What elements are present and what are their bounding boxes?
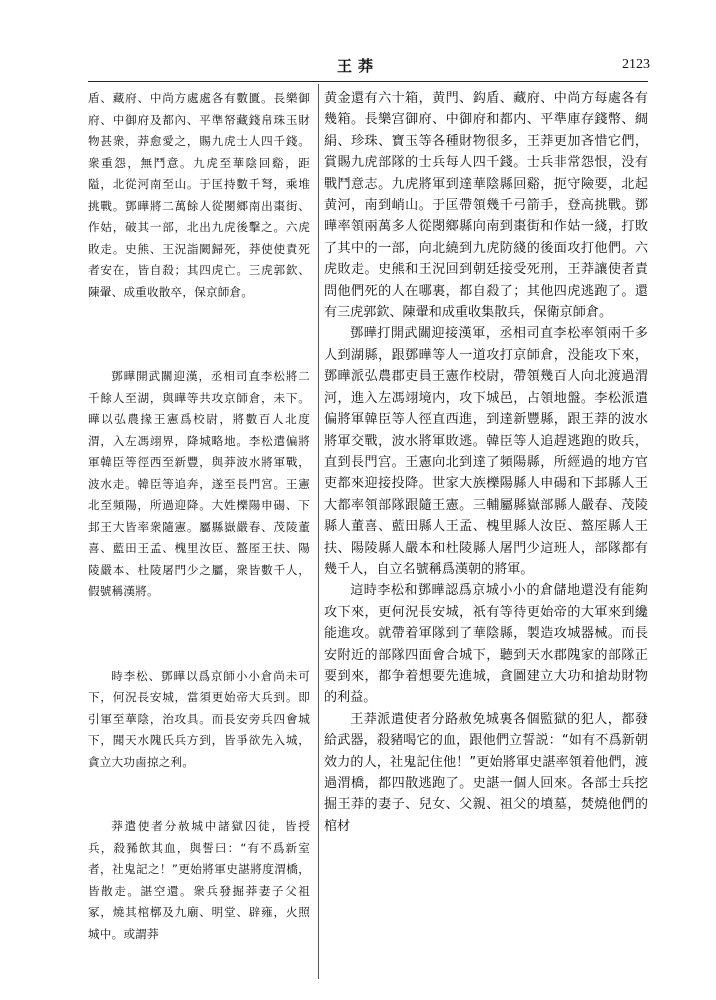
classical-paragraph: 鄧曄開武關迎漢，丞相司直李松將二千餘人至湖，與曄等共攻京師倉，未下。曄以弘農掾王憲爲校尉，將數百人北度渭，入左馮翊界，降城略地。李松遣偏將軍韓臣等徑西至新豐，與莽波水將軍戰，波水走。韓臣等追奔，遂至長門宮。王憲北至頻陽，所過迎降。大姓櫟陽申碭、下邽王大皆率衆隨憲。屬縣嶽嚴春、茂陵董喜、藍田王孟、槐里汝臣、盩厔王扶、陽陵嚴本、杜陵屠門少之屬，衆皆數千人，假號稱漢將。 (88, 369, 310, 598)
classical-paragraph: 莽遣使者分赦城中諸獄囚徒，皆授兵，殺豨飲其血，與誓曰：“有不爲新室者，社鬼記之！”更始將軍史諶將度渭橋，皆散走。諶空還。衆兵發掘莽妻子父祖冢，燒其棺槨及九廟、明堂、辟雍，火照城中。或謂莽 (88, 819, 310, 941)
paragraph-gap (88, 773, 310, 816)
header-rule (88, 81, 648, 82)
column-divider (318, 84, 319, 979)
modern-translation-column (324, 88, 648, 837)
classical-paragraph: 時李松、鄧曄以爲京師小小倉尚未可下，何況長安城，當須更始帝大兵到。即引軍至華陰，治攻具。而長安旁兵四會城下，聞天水隗氏兵方到，皆爭欲先入城，貪立大功鹵掠之利。 (88, 668, 310, 769)
page-number: 2123 (622, 57, 650, 72)
classical-paragraph: 盾、藏府、中尚方處處各有數匱。長樂御府、中御府及都內、平準帑藏錢帛珠玉財物甚衆，莽愈愛之，賜九虎士人四千錢。衆重怨，無鬥意。九虎至華陰回谿，距隘，北從河南至山。于匡持數千弩，乘堆挑戰。鄧曄將二萬餘人從閿鄉南出棗街、作姑，破其一部，北出九虎後擊之。六虎敗走。史熊、王況詣闕歸死，莽使使責死者安在，皆自殺；其四虎亡。三虎郭欽、陳翬、成重收散卒，保京師倉。 (88, 91, 310, 299)
translation-paragraph: 王莽派遣使者分路赦免城裏各個監獄的犯人，都發給武器，殺豬喝它的血，跟他們立誓説：“如有不爲新朝效力的人，社鬼記住他！”更始將軍史諶率領着他們，渡過渭橋，都四散逃跑了。史諶一個人回來。各部士兵挖掘王莽的妻子、兒女、父親、祖父的墳墓，焚燒他們的棺材 (324, 711, 648, 834)
paragraph-gap (88, 303, 310, 366)
paragraph-gap (88, 603, 310, 666)
classical-text-column (88, 88, 310, 945)
translation-paragraph: 鄧曄打開武關迎接漢軍，丞相司直李松率領兩千多人到湖縣，跟鄧曄等人一道攻打京師倉，没能攻下來，鄧曄派弘農郡吏員王憲作校尉，帶領幾百人向北渡過渭河，進入左馮翊境内，攻下城邑，占領地盤。李松派遣偏將軍韓臣等人徑直西進，到達新豐縣，跟王莽的波水將軍交戰，波水將軍敗逃。韓臣等人追趕逃跑的敗兵，直到長門宫。王憲向北到達了頻陽縣，所經過的地方官吏都來迎接投降。世家大族櫟陽縣人申碭和下邽縣人王大都率領部隊跟隨王憲。三輔屬縣嶽部縣人嚴春、茂陵縣人董喜、藍田縣人王孟、槐里縣人汝臣、盩厔縣人王扶、陽陵縣人嚴本和杜陵縣人屠門少這班人，部隊都有幾千人，自立名號稱爲漢朝的將軍。 (324, 326, 648, 577)
translation-paragraph: 黄金還有六十箱，黄門、鈎盾、藏府、中尚方每處各有幾箱。長樂宫御府、中御府和都内、平準庫存錢幣、綢絹、珍珠、寶玉等各種財物很多，王莽更加吝惜它們，賞賜九虎部隊的士兵每人四千錢。士兵非常怨恨，没有戰鬥意志。九虎將軍到達華陰縣回谿，扼守險要，北起黄河，南到峭山。于匡帶領幾千弓箭手，登高挑戰。鄧曄率領兩萬多人從閿鄉縣向南到棗街和作姑一綫，打敗了其中的一部，向北繞到九虎防綫的後面攻打他們。六虎敗走。史熊和王況回到朝廷接受死刑，王莽讓使者責問他們死的人在哪裏，都自殺了；其他四虎逃跑了。還有三虎郭欽、陳翬和成重收集散兵，保衛京師倉。 (324, 91, 648, 321)
translation-paragraph: 這時李松和鄧曄認爲京城小小的倉儲地還没有能夠攻下來，更何況長安城，祇有等待更始帝的大軍來到纔能進攻。就帶着軍隊到了華陰縣，製造攻城器械。而長安附近的部隊四面會合城下，聽到天水郡隗家的部隊正要到來，都争着想要先進城，貪圖建立大功和搶劫財物的利益。 (324, 583, 648, 706)
page-header-title: 王莽 (336, 57, 379, 75)
